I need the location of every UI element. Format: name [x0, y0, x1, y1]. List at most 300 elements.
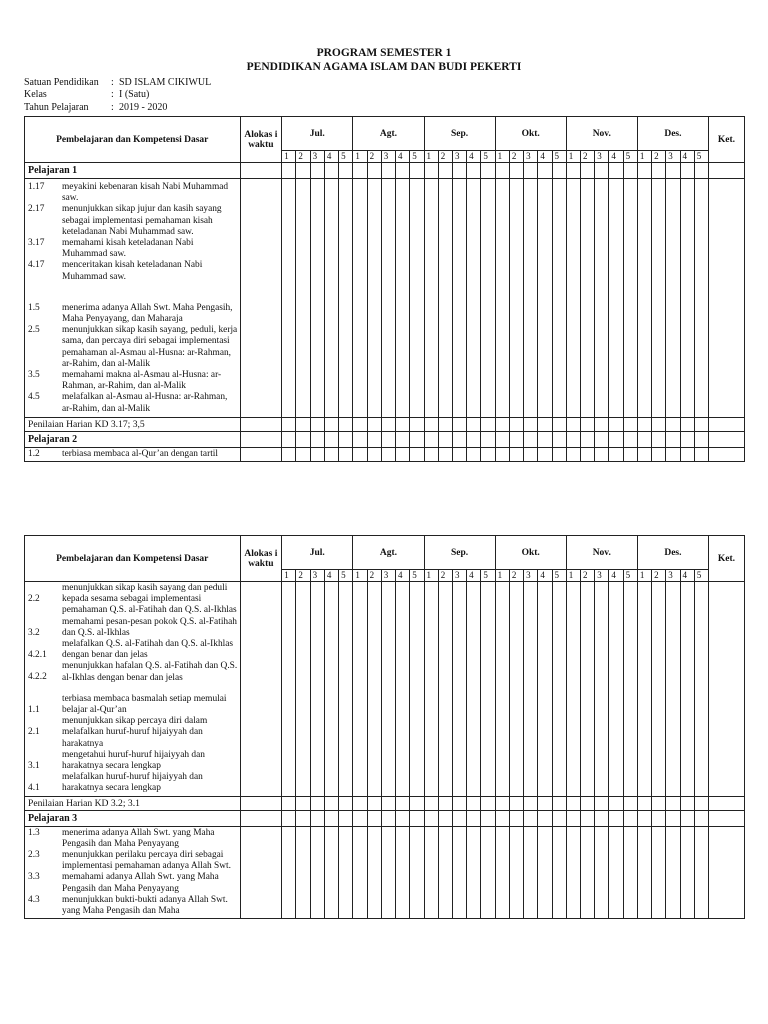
info-label: Satuan Pendidikan: [24, 77, 99, 88]
kd-code: 4.1: [28, 783, 40, 794]
kd-text: menunjukkan sikap kasih sayang dan peduli kepada sesama sebagai implementasi pemahaman Q.S. al-Fatihah dan Q.S. al-Ikhlas: [62, 583, 237, 616]
assessment-text: Penilaian Harian KD 3.17; 3,5: [25, 417, 241, 431]
grid-cell: [310, 447, 324, 461]
grid-cell: [509, 796, 523, 810]
grid-cell: [467, 447, 481, 461]
header-month: Jul.: [282, 117, 353, 151]
kd-row: [25, 582, 745, 797]
week-number: 1: [495, 151, 509, 163]
grid-cell: [452, 582, 466, 797]
kd-item: [25, 182, 240, 204]
grid-cell: [240, 826, 282, 919]
grid-cell: [240, 810, 282, 826]
header-ket: Ket.: [708, 117, 744, 163]
grid-cell: [680, 447, 694, 461]
kd-text: menunjukkan perilaku percaya diri sebagai implementasi pemahaman adanya Allah Swt.: [62, 850, 231, 872]
grid-cell: [637, 796, 651, 810]
grid-cell: [708, 796, 744, 810]
week-number: 3: [595, 570, 609, 582]
grid-cell: [396, 431, 410, 447]
grid-cell: [595, 431, 609, 447]
grid-cell: [680, 179, 694, 418]
grid-cell: [637, 417, 651, 431]
kd-row: [25, 179, 745, 418]
grid-cell: [381, 417, 395, 431]
grid-cell: [595, 417, 609, 431]
grid-cell: [609, 810, 623, 826]
kd-code: 3.2: [28, 627, 40, 638]
grid-cell: [339, 431, 353, 447]
grid-cell: [609, 796, 623, 810]
grid-cell: [524, 447, 538, 461]
week-number: 1: [637, 570, 651, 582]
kd-list: [25, 447, 241, 461]
grid-cell: [481, 810, 495, 826]
grid-cell: [438, 417, 452, 431]
grid-cell: [367, 417, 381, 431]
grid-cell: [538, 810, 552, 826]
grid-cell: [396, 417, 410, 431]
grid-cell: [339, 810, 353, 826]
grid-cell: [609, 447, 623, 461]
week-number: 1: [495, 570, 509, 582]
grid-cell: [509, 431, 523, 447]
grid-cell: [708, 163, 744, 179]
grid-cell: [580, 826, 594, 919]
grid-cell: [652, 447, 666, 461]
grid-cell: [595, 163, 609, 179]
header-ket: Ket.: [708, 536, 744, 582]
grid-cell: [481, 179, 495, 418]
kd-text: menerima adanya Allah Swt. Maha Pengasih, Maha Penyayang, dan Maharaja: [62, 302, 233, 325]
grid-cell: [438, 796, 452, 810]
grid-cell: [495, 179, 509, 418]
grid-cell: [367, 810, 381, 826]
kd-text: memahami adanya Allah Swt. yang Maha Pengasih dan Maha Penyayang: [62, 872, 219, 894]
grid-cell: [509, 826, 523, 919]
grid-cell: [438, 179, 452, 418]
grid-cell: [353, 447, 367, 461]
grid-cell: [694, 447, 708, 461]
kd-item: [25, 850, 240, 872]
kd-text: memahami kisah keteladanan Nabi Muhammad saw.: [62, 238, 194, 260]
grid-cell: [652, 179, 666, 418]
grid-cell: [481, 796, 495, 810]
week-number: 4: [324, 570, 338, 582]
grid-cell: [609, 179, 623, 418]
grid-cell: [282, 582, 296, 797]
section-row: [25, 163, 745, 179]
grid-cell: [367, 431, 381, 447]
grid-cell: [410, 431, 424, 447]
grid-cell: [396, 447, 410, 461]
week-number: 1: [353, 570, 367, 582]
grid-cell: [708, 582, 744, 797]
grid-cell: [324, 826, 338, 919]
grid-cell: [282, 431, 296, 447]
grid-cell: [666, 431, 680, 447]
grid-cell: [310, 810, 324, 826]
week-number: 3: [666, 570, 680, 582]
grid-cell: [367, 826, 381, 919]
section-row: [25, 431, 745, 447]
grid-cell: [538, 431, 552, 447]
header-month: Nov.: [566, 117, 637, 151]
section-title: Pelajaran 2: [25, 431, 241, 447]
grid-cell: [438, 163, 452, 179]
info-row-school: Satuan Pendidikan : SD ISLAM CIKIWUL: [24, 77, 212, 88]
grid-cell: [652, 796, 666, 810]
week-number: 4: [396, 570, 410, 582]
kd-text: menunjukkan sikap kasih sayang, peduli, kerja sama, dan percaya diri sebagai implementasi pemahaman al-Asmau al-Husna: ar-Rahman, ar-Rahim, dan al-Malik: [62, 325, 238, 369]
grid-cell: [381, 163, 395, 179]
kd-text: terbiasa membaca al-Qur’an dengan tartil: [62, 448, 219, 459]
grid-cell: [353, 163, 367, 179]
grid-cell: [481, 826, 495, 919]
info-value: 2019 - 2020: [119, 101, 168, 113]
grid-cell: [708, 810, 744, 826]
grid-cell: [652, 431, 666, 447]
grid-cell: [282, 179, 296, 418]
kd-item: [25, 716, 240, 750]
grid-cell: [552, 582, 566, 797]
grid-cell: [708, 179, 744, 418]
grid-cell: [353, 179, 367, 418]
grid-cell: [652, 163, 666, 179]
week-number: 5: [410, 570, 424, 582]
grid-cell: [467, 431, 481, 447]
week-number: 4: [680, 151, 694, 163]
grid-cell: [310, 431, 324, 447]
grid-cell: [296, 163, 310, 179]
grid-cell: [652, 582, 666, 797]
week-number: 3: [310, 151, 324, 163]
kd-text: menunjukkan sikap jujur dan kasih sayang sebagai implementasi pemahaman kisah keteladanan Nabi Muhammad saw.: [62, 204, 222, 237]
kd-code: 1.3: [28, 827, 40, 838]
grid-cell: [282, 826, 296, 919]
grid-cell: [353, 796, 367, 810]
kd-text: terbiasa membaca basmalah setiap memulai belajar al-Qur’an: [62, 693, 227, 716]
kd-text: memahami pesan-pesan pokok Q.S. al-Fatihah dan Q.S. al-Ikhlas: [62, 616, 237, 638]
grid-cell: [580, 447, 594, 461]
grid-cell: [694, 582, 708, 797]
grid-cell: [296, 796, 310, 810]
grid-cell: [538, 796, 552, 810]
kd-item: [25, 583, 240, 617]
week-number: 1: [566, 570, 580, 582]
grid-cell: [538, 179, 552, 418]
week-number: 5: [339, 570, 353, 582]
grid-cell: [324, 810, 338, 826]
grid-cell: [495, 417, 509, 431]
grid-cell: [595, 826, 609, 919]
grid-cell: [410, 163, 424, 179]
grid-cell: [296, 447, 310, 461]
grid-cell: [240, 796, 282, 810]
grid-cell: [552, 826, 566, 919]
info-value: I (Satu): [119, 89, 150, 101]
grid-cell: [282, 163, 296, 179]
grid-cell: [310, 796, 324, 810]
week-number: 3: [595, 151, 609, 163]
header-month: Agt.: [353, 536, 424, 570]
grid-cell: [381, 431, 395, 447]
kd-text: melafalkan Q.S. al-Fatihah dan Q.S. al-Ikhlas dengan benar dan jelas: [62, 639, 234, 661]
grid-cell: [481, 431, 495, 447]
grid-cell: [580, 582, 594, 797]
week-number: 4: [609, 151, 623, 163]
grid-cell: [666, 796, 680, 810]
grid-cell: [310, 163, 324, 179]
grid-cell: [438, 431, 452, 447]
kd-code: 4.2.2: [28, 672, 47, 683]
grid-cell: [495, 810, 509, 826]
grid-cell: [396, 163, 410, 179]
kd-text: memahami makna al-Asmau al-Husna: ar-Rahman, ar-Rahim, dan al-Malik: [62, 370, 222, 392]
grid-cell: [452, 163, 466, 179]
grid-cell: [637, 431, 651, 447]
kd-item: [25, 661, 240, 683]
grid-cell: [324, 163, 338, 179]
kd-item: [25, 303, 240, 325]
info-label: Kelas: [24, 89, 47, 101]
assessment-row: [25, 796, 745, 810]
grid-cell: [666, 163, 680, 179]
kd-list: [25, 582, 241, 797]
grid-cell: [396, 810, 410, 826]
week-number: 4: [467, 151, 481, 163]
header-row: [25, 536, 745, 570]
week-number: 5: [552, 570, 566, 582]
grid-cell: [481, 582, 495, 797]
week-number: 5: [339, 151, 353, 163]
kd-item: [25, 694, 240, 716]
kd-text: mengetahui huruf-huruf hijaiyyah dan harakatnya secara lengkap: [62, 749, 205, 772]
header-kd: Pembelajaran dan Kompetensi Dasar: [25, 117, 241, 163]
header-month: Nov.: [566, 536, 637, 570]
grid-cell: [467, 582, 481, 797]
week-number: 2: [367, 151, 381, 163]
grid-cell: [339, 417, 353, 431]
grid-cell: [339, 447, 353, 461]
grid-cell: [410, 447, 424, 461]
grid-cell: [652, 417, 666, 431]
grid-cell: [339, 826, 353, 919]
grid-cell: [524, 796, 538, 810]
week-number: 2: [296, 570, 310, 582]
grid-cell: [637, 163, 651, 179]
grid-cell: [452, 179, 466, 418]
week-number: 3: [310, 570, 324, 582]
grid-cell: [509, 179, 523, 418]
grid-cell: [694, 796, 708, 810]
grid-cell: [467, 163, 481, 179]
grid-cell: [524, 810, 538, 826]
grid-cell: [310, 582, 324, 797]
grid-cell: [524, 417, 538, 431]
kd-text: menceritakan kisah keteladanan Nabi Muhammad saw.: [62, 260, 203, 282]
document-subtitle: PENDIDIKAN AGAMA ISLAM DAN BUDI PEKERTI: [246, 61, 522, 73]
grid-cell: [424, 179, 438, 418]
kd-text: melafalkan al-Asmau al-Husna: ar-Rahman, ar-Rahim, dan al-Malik: [62, 392, 228, 414]
grid-cell: [296, 417, 310, 431]
grid-cell: [452, 447, 466, 461]
grid-cell: [552, 796, 566, 810]
grid-cell: [524, 179, 538, 418]
grid-cell: [324, 179, 338, 418]
week-number: 5: [623, 570, 637, 582]
grid-cell: [324, 582, 338, 797]
grid-cell: [424, 582, 438, 797]
grid-cell: [580, 810, 594, 826]
grid-cell: [296, 810, 310, 826]
grid-cell: [708, 447, 744, 461]
grid-cell: [410, 417, 424, 431]
grid-cell: [637, 179, 651, 418]
grid-cell: [566, 447, 580, 461]
grid-cell: [680, 796, 694, 810]
grid-cell: [524, 431, 538, 447]
grid-cell: [609, 431, 623, 447]
grid-cell: [296, 179, 310, 418]
grid-cell: [424, 163, 438, 179]
grid-cell: [240, 582, 282, 797]
grid-cell: [509, 163, 523, 179]
header-month: Agt.: [353, 117, 424, 151]
grid-cell: [452, 796, 466, 810]
grid-cell: [339, 179, 353, 418]
grid-cell: [424, 447, 438, 461]
week-number: 4: [680, 570, 694, 582]
grid-cell: [694, 417, 708, 431]
week-number: 5: [552, 151, 566, 163]
grid-cell: [524, 582, 538, 797]
kd-code: 2.5: [28, 325, 40, 336]
grid-cell: [708, 826, 744, 919]
header-month: Jul.: [282, 536, 353, 570]
week-number: 5: [623, 151, 637, 163]
kd-item: [25, 617, 240, 639]
grid-cell: [240, 417, 282, 431]
week-number: 2: [296, 151, 310, 163]
grid-cell: [310, 826, 324, 919]
grid-cell: [566, 582, 580, 797]
grid-cell: [666, 447, 680, 461]
grid-cell: [524, 826, 538, 919]
kd-row: [25, 826, 745, 919]
info-label: Tahun Pelajaran: [24, 101, 89, 113]
grid-cell: [438, 826, 452, 919]
week-number: 1: [566, 151, 580, 163]
grid-cell: [580, 179, 594, 418]
grid-cell: [467, 179, 481, 418]
kd-row: [25, 447, 745, 461]
grid-cell: [296, 431, 310, 447]
grid-cell: [452, 431, 466, 447]
grid-cell: [623, 417, 637, 431]
section-title: Pelajaran 1: [25, 163, 241, 179]
week-number: 3: [666, 151, 680, 163]
grid-cell: [652, 810, 666, 826]
week-number: 1: [282, 570, 296, 582]
grid-cell: [666, 826, 680, 919]
grid-cell: [538, 582, 552, 797]
grid-cell: [538, 447, 552, 461]
grid-cell: [609, 163, 623, 179]
grid-cell: [495, 582, 509, 797]
kd-text: meyakini kebenaran kisah Nabi Muhammad saw.: [62, 182, 229, 204]
kd-item: [25, 872, 240, 894]
kd-item: [25, 750, 240, 772]
week-number: 1: [424, 570, 438, 582]
grid-cell: [495, 163, 509, 179]
header-month: Sep.: [424, 117, 495, 151]
grid-cell: [538, 163, 552, 179]
grid-cell: [538, 417, 552, 431]
grid-cell: [595, 447, 609, 461]
grid-cell: [367, 179, 381, 418]
grid-cell: [509, 810, 523, 826]
grid-cell: [310, 179, 324, 418]
grid-cell: [623, 431, 637, 447]
grid-cell: [495, 826, 509, 919]
grid-cell: [282, 810, 296, 826]
week-number: 2: [652, 151, 666, 163]
grid-cell: [396, 582, 410, 797]
kd-code: 4.3: [28, 894, 40, 905]
kd-item: [25, 449, 240, 460]
grid-cell: [396, 826, 410, 919]
info-row-year: Tahun Pelajaran : 2019 - 2020: [24, 101, 168, 113]
week-number: 3: [452, 151, 466, 163]
grid-cell: [566, 826, 580, 919]
grid-cell: [666, 179, 680, 418]
kd-code: 2.17: [28, 204, 45, 215]
grid-cell: [552, 431, 566, 447]
grid-cell: [339, 796, 353, 810]
grid-cell: [481, 447, 495, 461]
week-number: 3: [452, 570, 466, 582]
grid-cell: [694, 179, 708, 418]
grid-cell: [495, 431, 509, 447]
week-number: 4: [396, 151, 410, 163]
kd-item: [25, 895, 240, 917]
grid-cell: [396, 796, 410, 810]
section-row: [25, 810, 745, 826]
grid-cell: [580, 417, 594, 431]
grid-cell: [282, 447, 296, 461]
grid-cell: [381, 796, 395, 810]
grid-cell: [410, 796, 424, 810]
week-number: 4: [538, 151, 552, 163]
grid-cell: [467, 810, 481, 826]
grid-cell: [381, 179, 395, 418]
kd-code: 2.3: [28, 850, 40, 861]
grid-cell: [282, 417, 296, 431]
grid-cell: [467, 796, 481, 810]
header-row: [25, 117, 745, 151]
info-row-class: Kelas : I (Satu): [24, 89, 150, 101]
grid-cell: [324, 796, 338, 810]
grid-cell: [481, 163, 495, 179]
grid-cell: [410, 179, 424, 418]
grid-cell: [509, 417, 523, 431]
grid-cell: [552, 810, 566, 826]
grid-cell: [410, 826, 424, 919]
grid-cell: [680, 826, 694, 919]
document-title: PROGRAM SEMESTER 1: [316, 47, 452, 59]
grid-cell: [367, 796, 381, 810]
